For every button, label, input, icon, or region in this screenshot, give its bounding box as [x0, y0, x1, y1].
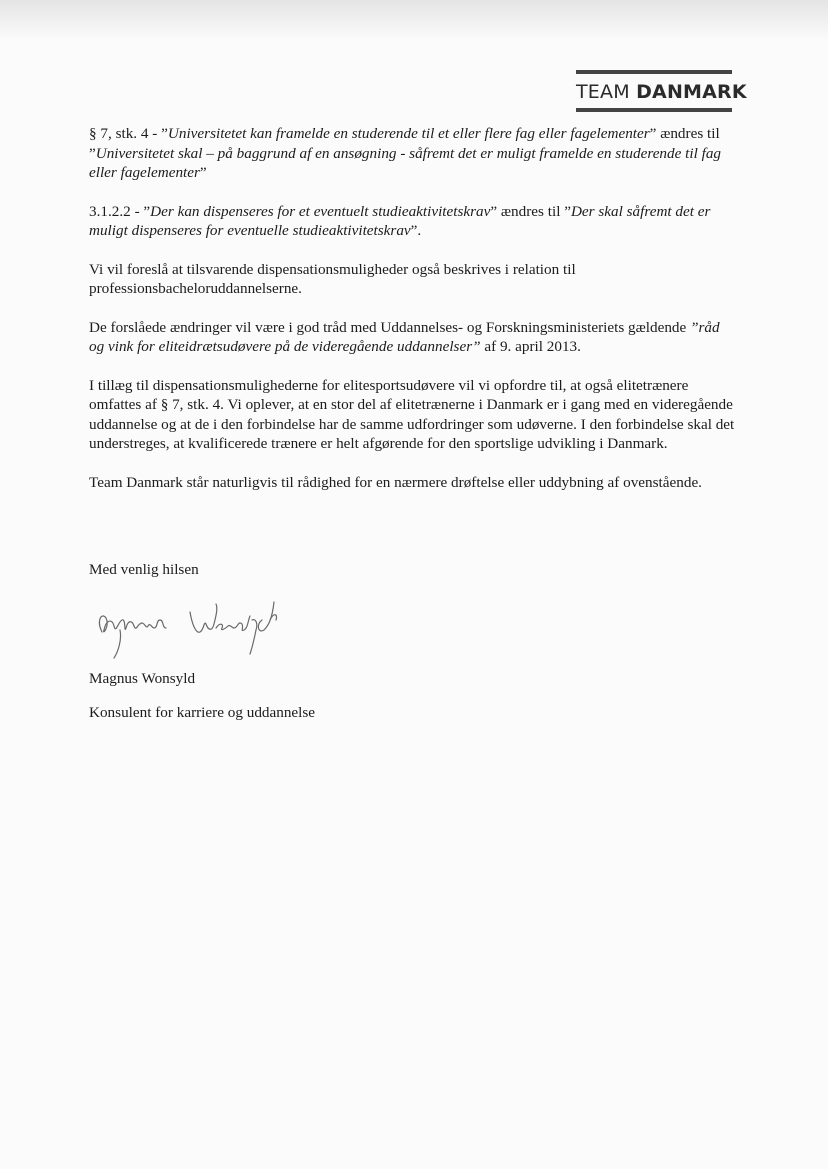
- letter-body: [89, 124, 737, 511]
- quote-guidance-title: ”råd og vink for eliteidrætsudøvere på de videregående uddannelser”: [89, 318, 720, 355]
- quote-proposed-3122: Der skal såfremt det er muligt dispenseres for eventuelle studieaktivitetskrav: [89, 202, 711, 239]
- paragraph-availability: Team Danmark står naturligvis til rådighed for en nærmere drøftelse eller uddybning af ovenstående.: [89, 473, 702, 491]
- paragraph-ministry-guidance: De forslåede ændringer vil være i god tråd med Uddannelses- og Forskningsministeriets gældende ”råd og vink for eliteidrætsudøvere på de videregående uddannelser” af 9. april 2013.: [89, 318, 720, 355]
- quote-proposed-7: Universitetet skal – på baggrund af en ansøgning - såfremt det er muligt framelde en studerende til fag eller fagelementer: [89, 144, 722, 181]
- logo-word-team: TEAM: [576, 81, 630, 103]
- paragraph-professionsbachelor: Vi vil foreslå at tilsvarende dispensationsmuligheder også beskrives i relation til professionsbacheloruddannelserne.: [89, 260, 576, 297]
- handwritten-signature: [92, 590, 292, 660]
- scan-edge-shadow: [0, 0, 828, 40]
- signatory-title: Konsulent for karriere og uddannelse: [89, 704, 316, 721]
- paragraph-section-3-1-2-2: 3.1.2.2 - ”Der kan dispenseres for et eventuelt studieaktivitetskrav” ændres til ”Der skal såfremt det er muligt dispenseres for eventuelle studieaktivitetskrav”.: [89, 202, 711, 239]
- logo-word-danmark: DANMARK: [636, 81, 747, 103]
- logo-rule-bottom: [576, 108, 732, 112]
- signatory-name: Magnus Wonsyld: [89, 670, 196, 687]
- paragraph-elite-coaches: I tillæg til dispensationsmulighederne for elitesportsudøvere vil vi opfordre til, at også elitetrænere omfattes af § 7, stk. 4. Vi oplever, at en stor del af elitetrænerne i Danmark er i gang med en videregående uddannelse og at de i den forbindelse har de samme udfordringer som udøverne. I den forbindelse skal det understreges, at kvalificerede trænere er helt afgørende for den sportslige udvikling i Danmark.: [89, 376, 735, 452]
- paragraph-section-7: § 7, stk. 4 - ”Universitetet kan framelde en studerende til et eller flere fag eller fagelementer” ændres til ”Universitetet skal – på baggrund af en ansøgning - såfremt det er muligt framelde en studerende til fag eller fagelementer”: [89, 125, 722, 181]
- team-danmark-logo: [576, 70, 747, 114]
- quote-original-3122: Der kan dispenseres for et eventuelt studieaktivitetskrav: [150, 202, 491, 220]
- logo-wordmark: [576, 78, 747, 106]
- logo-rule-top: [576, 70, 732, 74]
- closing-greeting: Med venlig hilsen: [89, 561, 199, 578]
- quote-original-7: Universitetet kan framelde en studerende til et eller flere fag eller fagelementer: [167, 125, 650, 142]
